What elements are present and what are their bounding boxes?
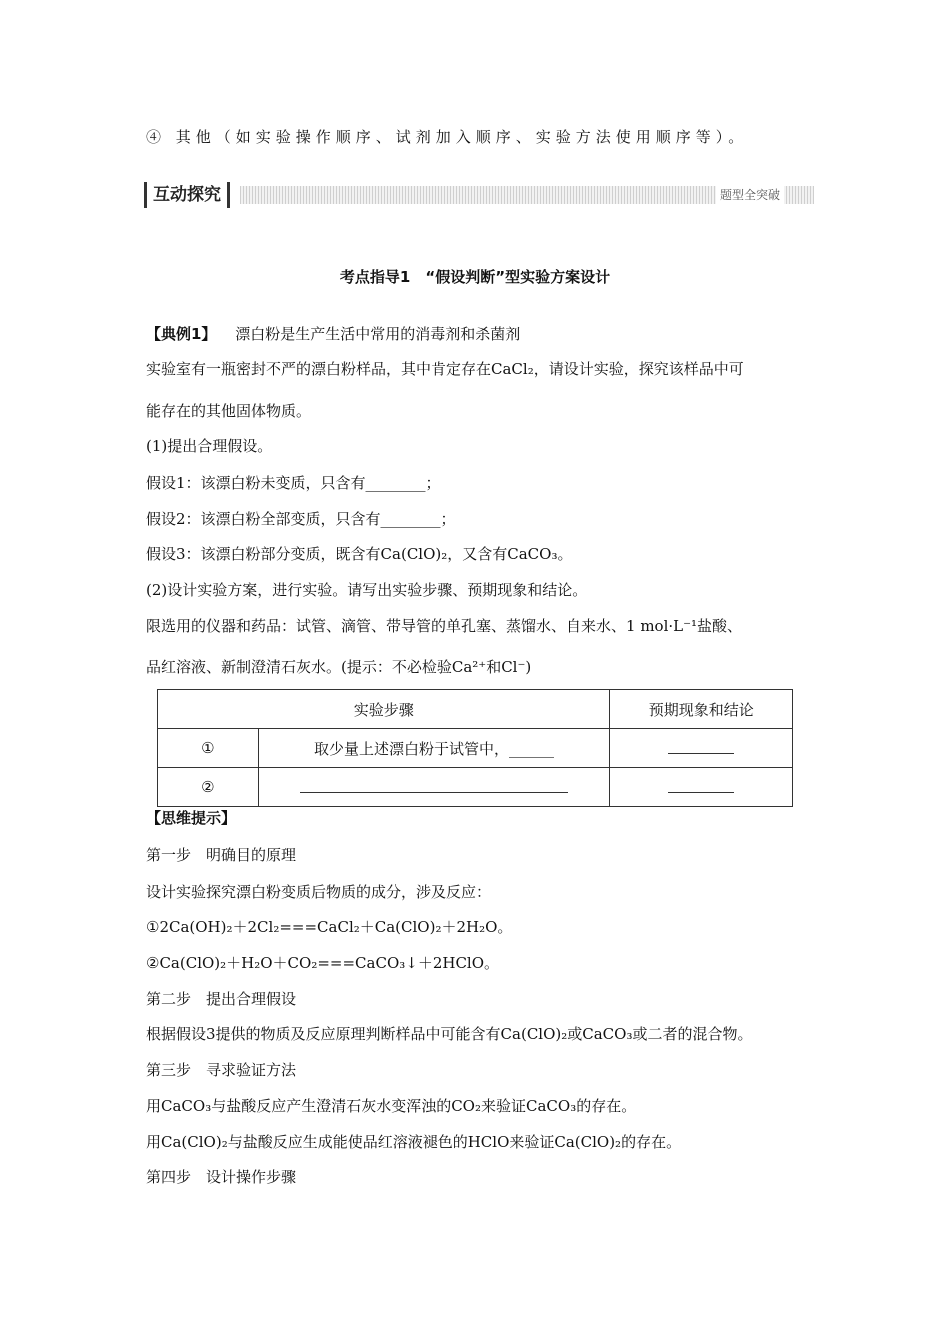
row-step-blank [258,768,610,807]
intro-line-1: 实验室有一瓶密封不严的漂白粉样品，其中肯定存在CaCl₂，请设计实验，探究该样品中可 [146,360,744,378]
row-step: 取少量上述漂白粉于试管中，______ [258,729,610,768]
equation-1: ①2Ca(OH)₂＋2Cl₂===CaCl₂＋Ca(ClO)₂＋2H₂O。 [146,918,513,936]
step-3-text-2: 用Ca(ClO)₂与盐酸反应生成能使品红溶液褪色的HClO来验证Ca(ClO)₂的存在。 [146,1133,682,1151]
row-number: ② [158,768,259,807]
step-3-text-1: 用CaCO₃与盐酸反应产生澄清石灰水变浑浊的CO₂来验证CaCO₃的存在。 [146,1097,637,1115]
header-result: 预期现象和结论 [610,690,793,729]
hypothesis-3: 假设3：该漂白粉部分变质，既含有Ca(ClO)₂，又含有CaCO₃。 [146,545,573,563]
step-1-title: 第一步 明确目的原理 [146,846,297,864]
hint-label: 【思维提示】 [146,809,237,827]
example-label: 【典例1】 [146,325,217,343]
reagents-line-1: 限选用的仪器和药品：试管、滴管、带导管的单孔塞、蒸馏水、自来水、1 mol·L⁻¹盐酸、 [146,617,743,635]
table-row [158,768,793,807]
section-banner [144,182,814,208]
row-number: ① [158,729,259,768]
example-text: 漂白粉是生产生活中常用的消毒剂和杀菌剂 [235,325,521,343]
row-result-blank [610,729,793,768]
hypothesis-1: 假设1：该漂白粉未变质，只含有________； [146,474,441,492]
step-1-text: 设计实验探究漂白粉变质后物质的成分，涉及反应： [146,883,492,901]
banner-tag: 互动探究 [144,182,230,208]
step-2-text: 根据假设3提供的物质及反应原理判断样品中可能含有Ca(ClO)₂或CaCO₃或二者的混合物。 [146,1025,753,1043]
row-result-blank [610,768,793,807]
reagents-line-2: 品红溶液、新制澄清石灰水。(提示：不必检验Ca²⁺和Cl⁻) [146,658,532,676]
hypothesis-2: 假设2：该漂白粉全部变质，只含有________； [146,510,456,528]
step-2-title: 第二步 提出合理假设 [146,990,297,1008]
table-row [158,729,793,768]
banner-subtitle: 题型全突破 [716,185,784,205]
question-2: (2)设计实验方案，进行实验。请写出实验步骤、预期现象和结论。 [146,581,588,599]
section-title: 考点指导1 “假设判断”型实验方案设计 [339,268,611,286]
step-4-title: 第四步 设计操作步骤 [146,1168,297,1186]
question-1: (1)提出合理假设。 [146,437,273,455]
equation-2: ②Ca(ClO)₂＋H₂O＋CO₂===CaCO₃↓＋2HClO。 [146,954,500,972]
step-3-title: 第三步 寻求验证方法 [146,1061,297,1079]
item-4-text: ④ 其他（如实验操作顺序、试剂加入顺序、实验方法使用顺序等）。 [146,128,749,146]
header-steps: 实验步骤 [158,690,610,729]
example-heading [146,324,520,344]
table-header-row [158,690,793,729]
experiment-table [157,689,793,807]
intro-line-2: 能存在的其他固体物质。 [146,402,312,420]
